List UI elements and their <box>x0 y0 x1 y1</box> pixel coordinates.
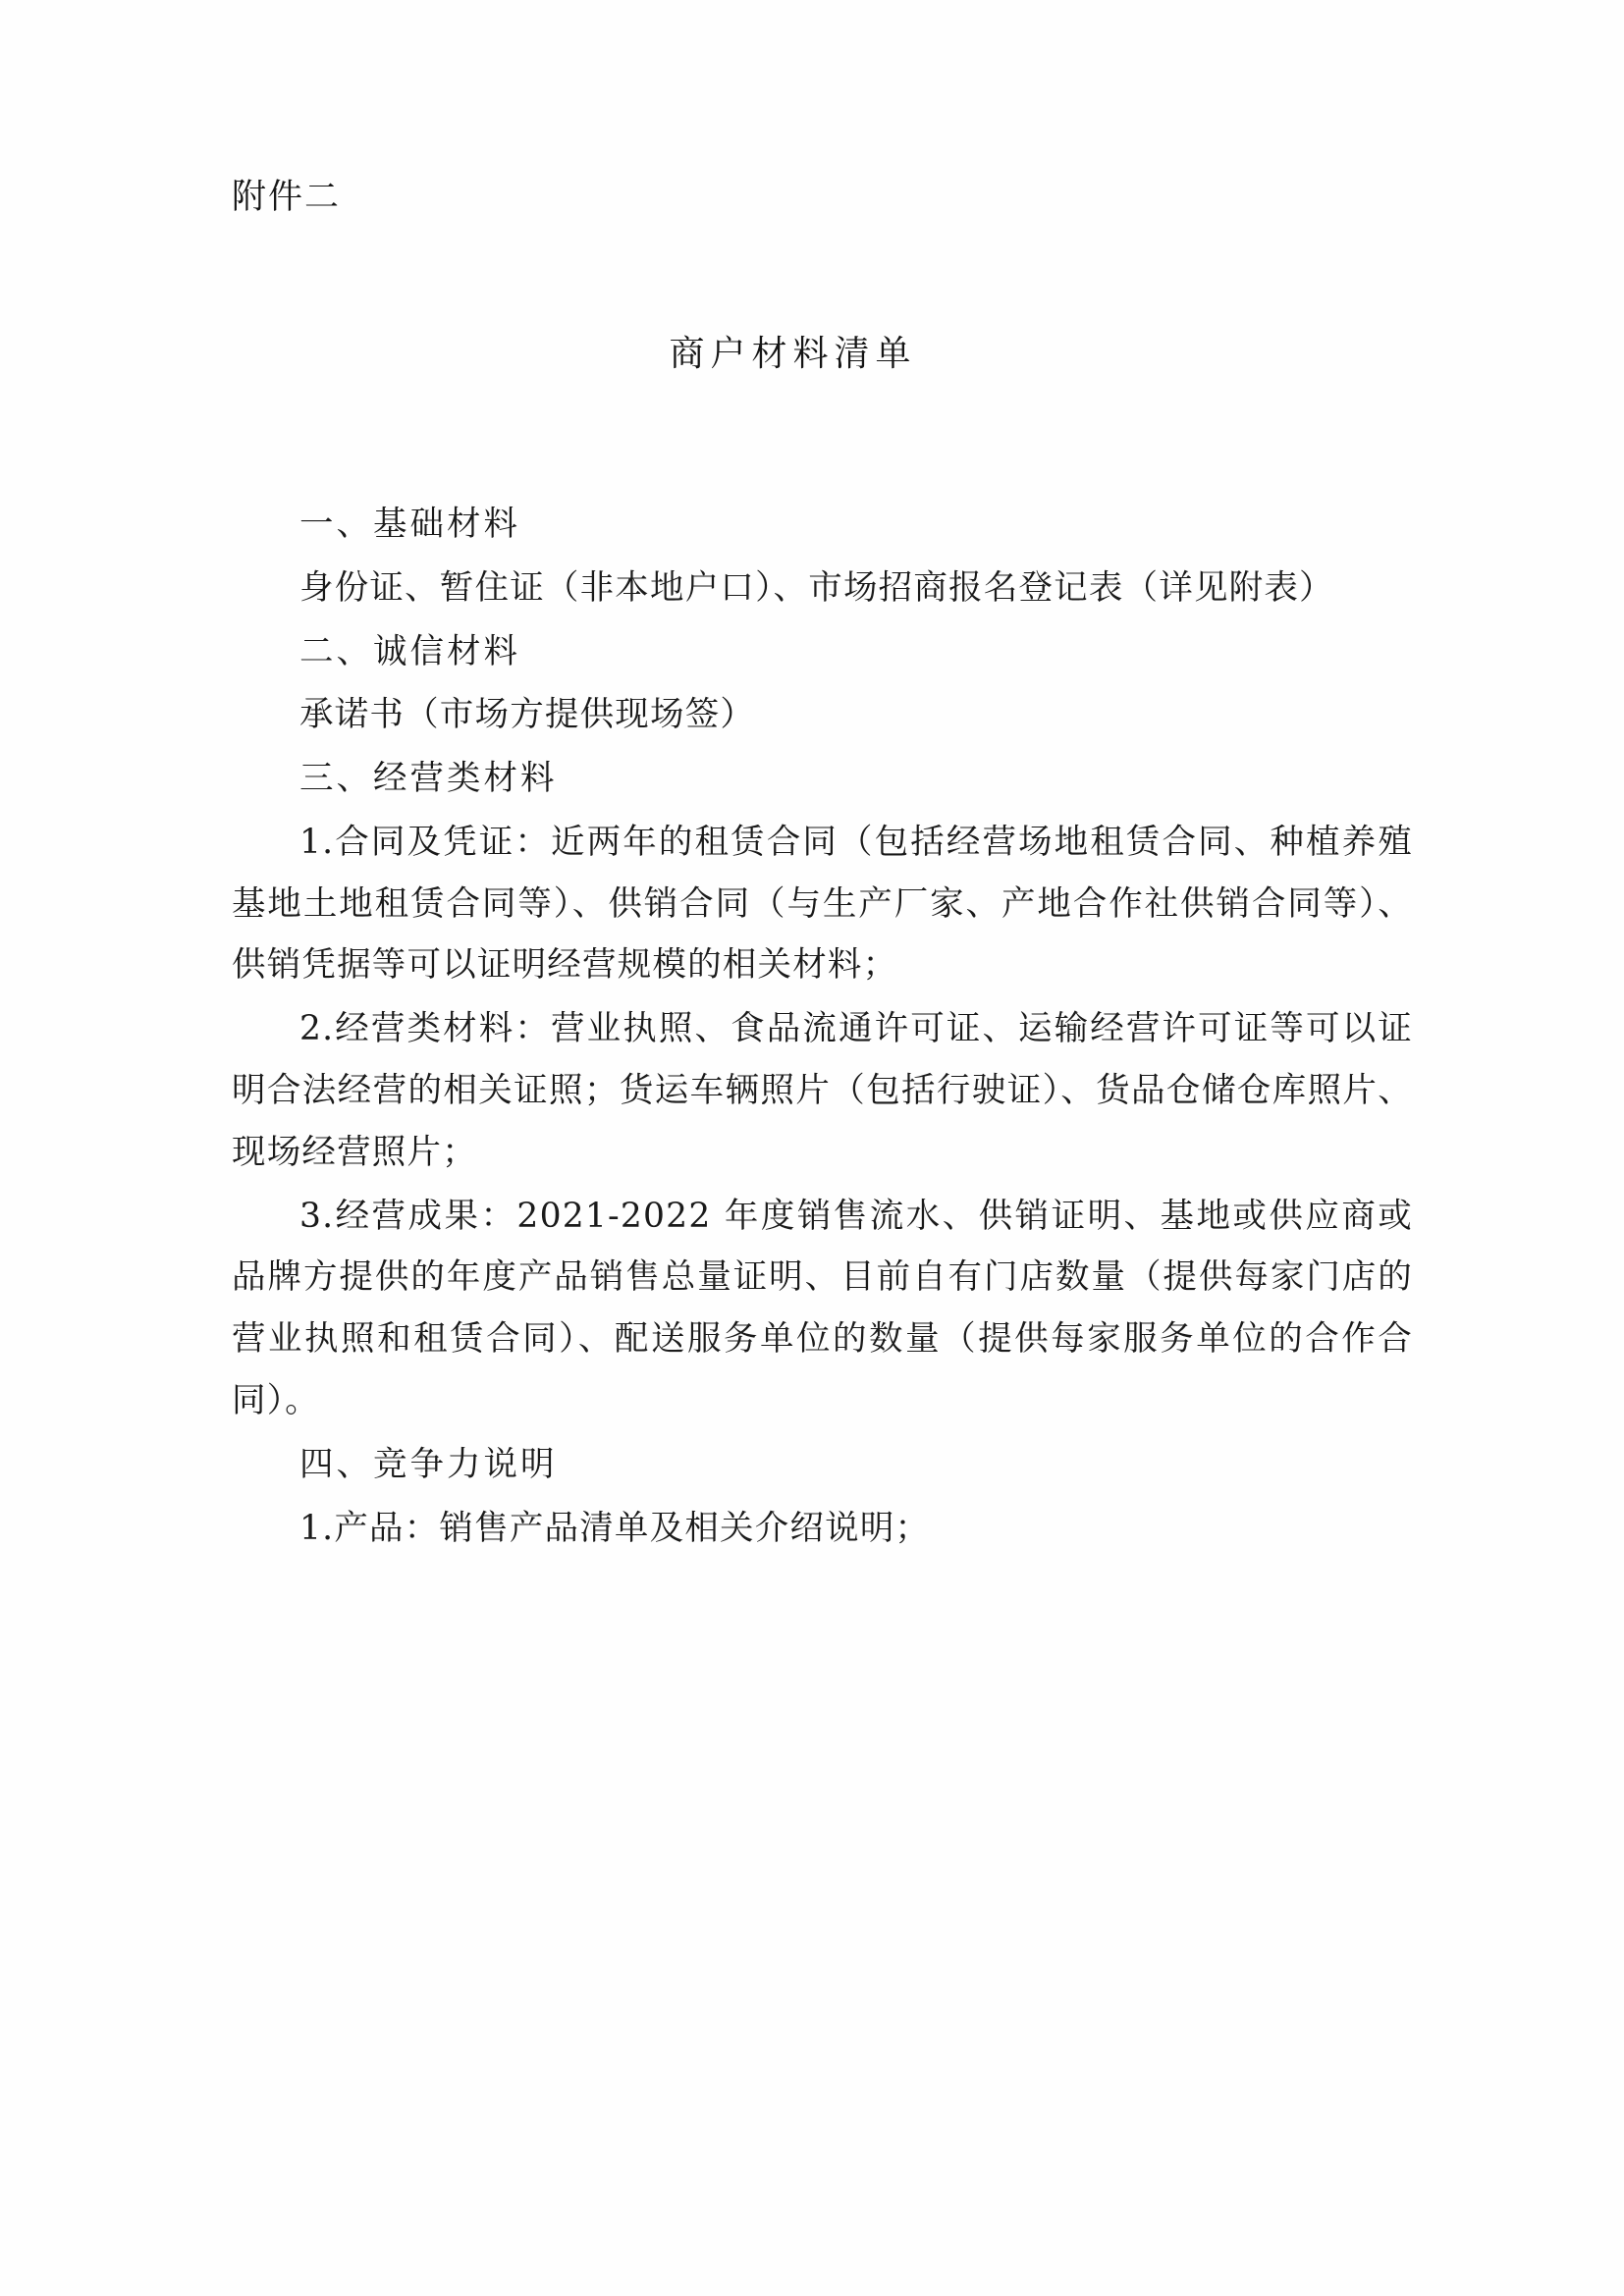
attachment-label: 附件二 <box>232 178 342 217</box>
section-4-paragraph-1: 1.产品：销售产品清单及相关介绍说明； <box>299 1508 931 1548</box>
section-heading-3: 三、经营类材料 <box>299 759 558 799</box>
page-title: 商户材料清单 <box>669 334 917 374</box>
section-3-paragraph-3: 3.经营成果：2021-2022 年度销售流水、供销证明、基地或供应商或品牌方提供的年度产品销售总量证明、目前自有门店数量（提供每家门店的营业执照和租赁合同）、配送服务单位的数量（提供每家服务单位的合作合同）。 <box>232 1196 1413 1420</box>
section-heading-4: 四、竞争力说明 <box>299 1444 558 1484</box>
section-3-paragraph-1: 1.合同及凭证：近两年的租赁合同（包括经营场地租赁合同、种植养殖基地土地租赁合同等）、供销合同（与生产厂家、产地合作社供销合同等）、供销凭据等可以证明经营规模的相关材料； <box>232 822 1413 986</box>
section-heading-2: 二、诚信材料 <box>299 631 520 671</box>
section-2-paragraph-1: 承诺书（市场方提供现场签） <box>299 695 756 735</box>
section-heading-1: 一、基础材料 <box>299 505 520 544</box>
section-1-paragraph-1: 身份证、暂住证（非本地户口）、市场招商报名登记表（详见附表） <box>299 567 1334 608</box>
section-3-paragraph-2: 2.经营类材料：营业执照、食品流通许可证、运输经营许可证等可以证明合法经营的相关证照；货运车辆照片（包括行驶证）、货品仓储仓库照片、现场经营照片； <box>232 1009 1413 1172</box>
document-body <box>232 494 1413 1559</box>
